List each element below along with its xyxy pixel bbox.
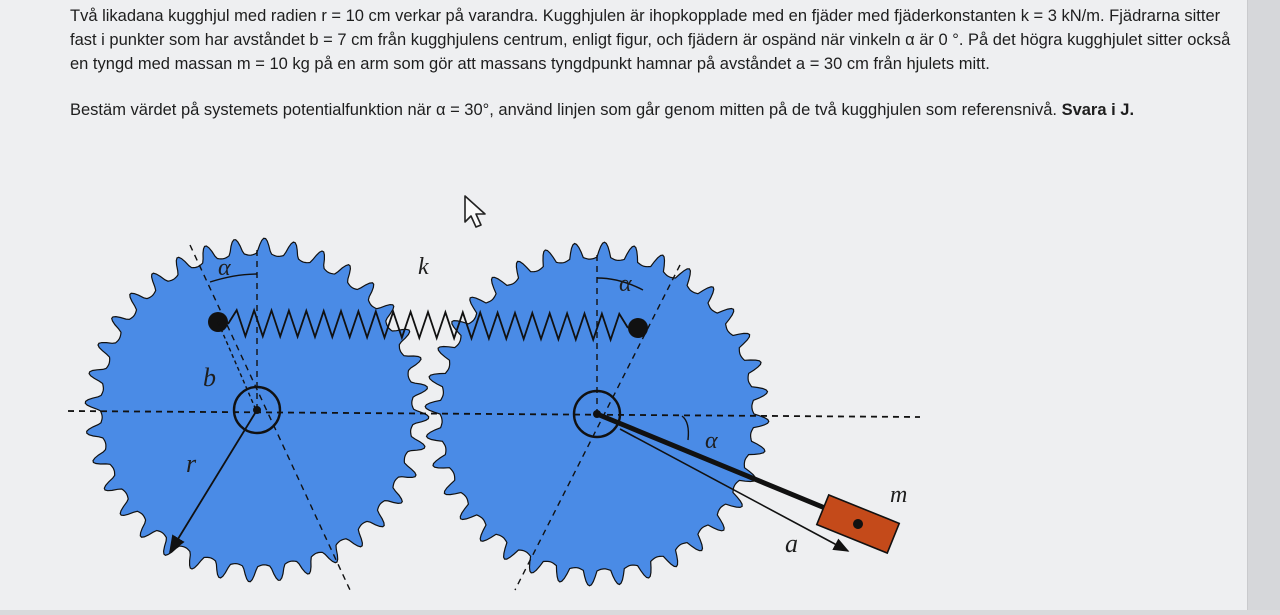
window-edge xyxy=(1247,0,1280,610)
problem-text xyxy=(70,4,1235,122)
mouse-pointer-icon xyxy=(463,194,493,230)
right-attachment-point xyxy=(628,318,648,338)
a-label: a xyxy=(785,529,798,558)
problem-paragraph-2 xyxy=(70,98,1235,122)
mass-block-group xyxy=(817,495,899,553)
arm-alpha-label: α xyxy=(705,428,718,454)
spring-constant-label: k xyxy=(418,254,429,280)
left-gear-center xyxy=(253,406,261,414)
answer-unit-instruction: Svara i J. xyxy=(1061,101,1135,119)
r-label: r xyxy=(186,449,197,478)
right-alpha-label: α xyxy=(619,271,632,297)
gear-diagram xyxy=(60,200,940,610)
b-label: b xyxy=(203,363,216,392)
m-label: m xyxy=(890,482,908,508)
problem-paragraph-1: Två likadana kugghjul med radien r = 10 cm verkar på varandra. Kugghjulen är ihopkopplade med en fjäder med fjäderkonstanten k = 3 kN/m. Fjädrarna sitter fast i punkter som har avståndet b = 7 cm från kugghjulens centrum, enligt figur, och fjädern är ospänd när vinkeln α är 0 °. På det högra kugghjulet sitter också en tyngd med massan m = 10 kg på en arm som gör att massans tyngdpunkt hamnar på avståndet a = 30 cm från hjulets mitt. xyxy=(70,7,1231,73)
left-alpha-label: α xyxy=(218,255,231,281)
problem-question: Bestäm värdet på systemets potentialfunktion när α = 30°, använd linjen som går genom mitten på de två kugghjulen som referensnivå. xyxy=(70,101,1057,119)
gear-diagram-svg xyxy=(60,200,940,610)
